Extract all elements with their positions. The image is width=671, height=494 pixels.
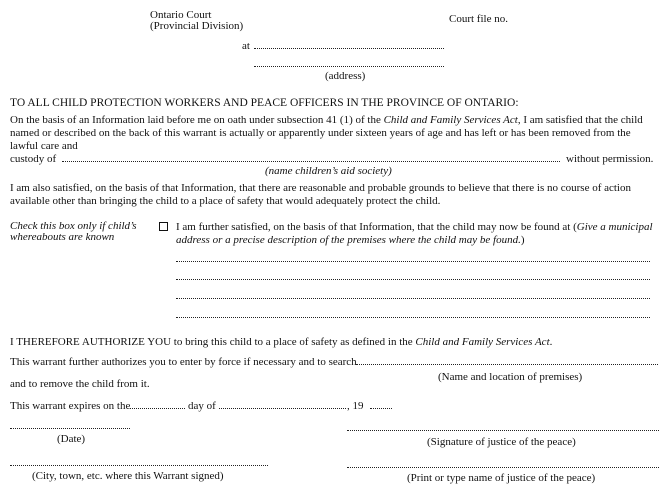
whereabouts-checkbox[interactable] (159, 222, 168, 231)
whereabouts-statement (176, 221, 661, 247)
para1-text-b: , I am satisfied that the child named or described on the back of this warrant is actually or apparently under sixteen years of age and has left or has been removed from the lawful care and (10, 114, 643, 152)
custody-label: custody of (10, 153, 57, 165)
location-field-line2[interactable] (176, 279, 650, 280)
statement-text-a: I am further satisfied, on the basis of that Information, that the child may now be found at ( (176, 221, 577, 233)
authorize-line (10, 336, 552, 349)
society-caption: (name children’s aid society) (265, 165, 392, 177)
addressee-heading: TO ALL CHILD PROTECTION WORKERS AND PEACE OFFICERS IN THE PROVINCE OF ONTARIO: (10, 97, 519, 109)
society-name-field[interactable] (62, 161, 560, 162)
act-name: Child and Family Services Act (383, 114, 518, 126)
court-file-label: Court file no. (449, 13, 508, 25)
location-field-line3[interactable] (176, 298, 650, 299)
address-field-line2[interactable] (254, 66, 444, 67)
force-text: This warrant further authorizes you to enter by force if necessary and to search (10, 356, 357, 368)
statement-close: ) (520, 234, 525, 246)
at-label: at (242, 40, 250, 52)
date-caption: (Date) (57, 433, 86, 445)
signature-caption: (Signature of justice of the peace) (427, 436, 576, 448)
court-division: (Provincial Division) (150, 20, 244, 32)
address-field-line1[interactable] (254, 48, 444, 49)
print-name-caption: (Print or type name of justice of the peace) (407, 472, 596, 484)
authorize-text: to bring this child to a place of safety as defined in the (171, 336, 416, 348)
year-label: , 19 (347, 400, 364, 412)
city-caption: (City, town, etc. where this Warrant signed) (32, 470, 224, 482)
expiry-month-field[interactable] (219, 408, 346, 409)
print-name-field[interactable] (347, 467, 659, 468)
para1-text-a: On the basis of an Information laid before me on oath under subsection 41 (1) of the (10, 114, 384, 126)
expiry-day-field[interactable] (130, 408, 185, 409)
date-field[interactable] (10, 428, 130, 429)
premises-field[interactable] (356, 364, 658, 365)
authorize-caps: I THEREFORE AUTHORIZE YOU (10, 336, 172, 348)
grounds-paragraph: I am also satisfied, on the basis of that Information, that there are reasonable and probable grounds to believe that there is no course of action available other than bringing the child to a place of safety that would adequately protect the child. (10, 182, 631, 207)
authorize-end: . (549, 336, 553, 348)
signature-field[interactable] (347, 430, 659, 431)
city-field[interactable] (10, 465, 268, 466)
check-side-note-1: Check this box only if child’s (10, 220, 137, 232)
satisfied-paragraph (10, 114, 658, 153)
expiry-year-field[interactable] (370, 408, 392, 409)
expiry-label: This warrant expires on the (10, 400, 131, 412)
court-name: Ontario Court (150, 9, 212, 21)
premises-caption: (Name and location of premises) (438, 371, 583, 383)
address-caption: (address) (325, 70, 366, 82)
check-side-note-2: whereabouts are known (10, 231, 115, 243)
remove-text: and to remove the child from it. (10, 378, 150, 390)
location-field-line1[interactable] (176, 261, 650, 262)
without-permission: without permission. (566, 153, 654, 165)
authorize-act-name: Child and Family Services Act (415, 336, 550, 348)
location-field-line4[interactable] (176, 317, 650, 318)
statement-italic-2: address or a precise description of the premises where the child may be found. (176, 234, 521, 246)
statement-italic-1: Give a municipal (576, 221, 653, 233)
day-of-label: day of (188, 400, 216, 412)
